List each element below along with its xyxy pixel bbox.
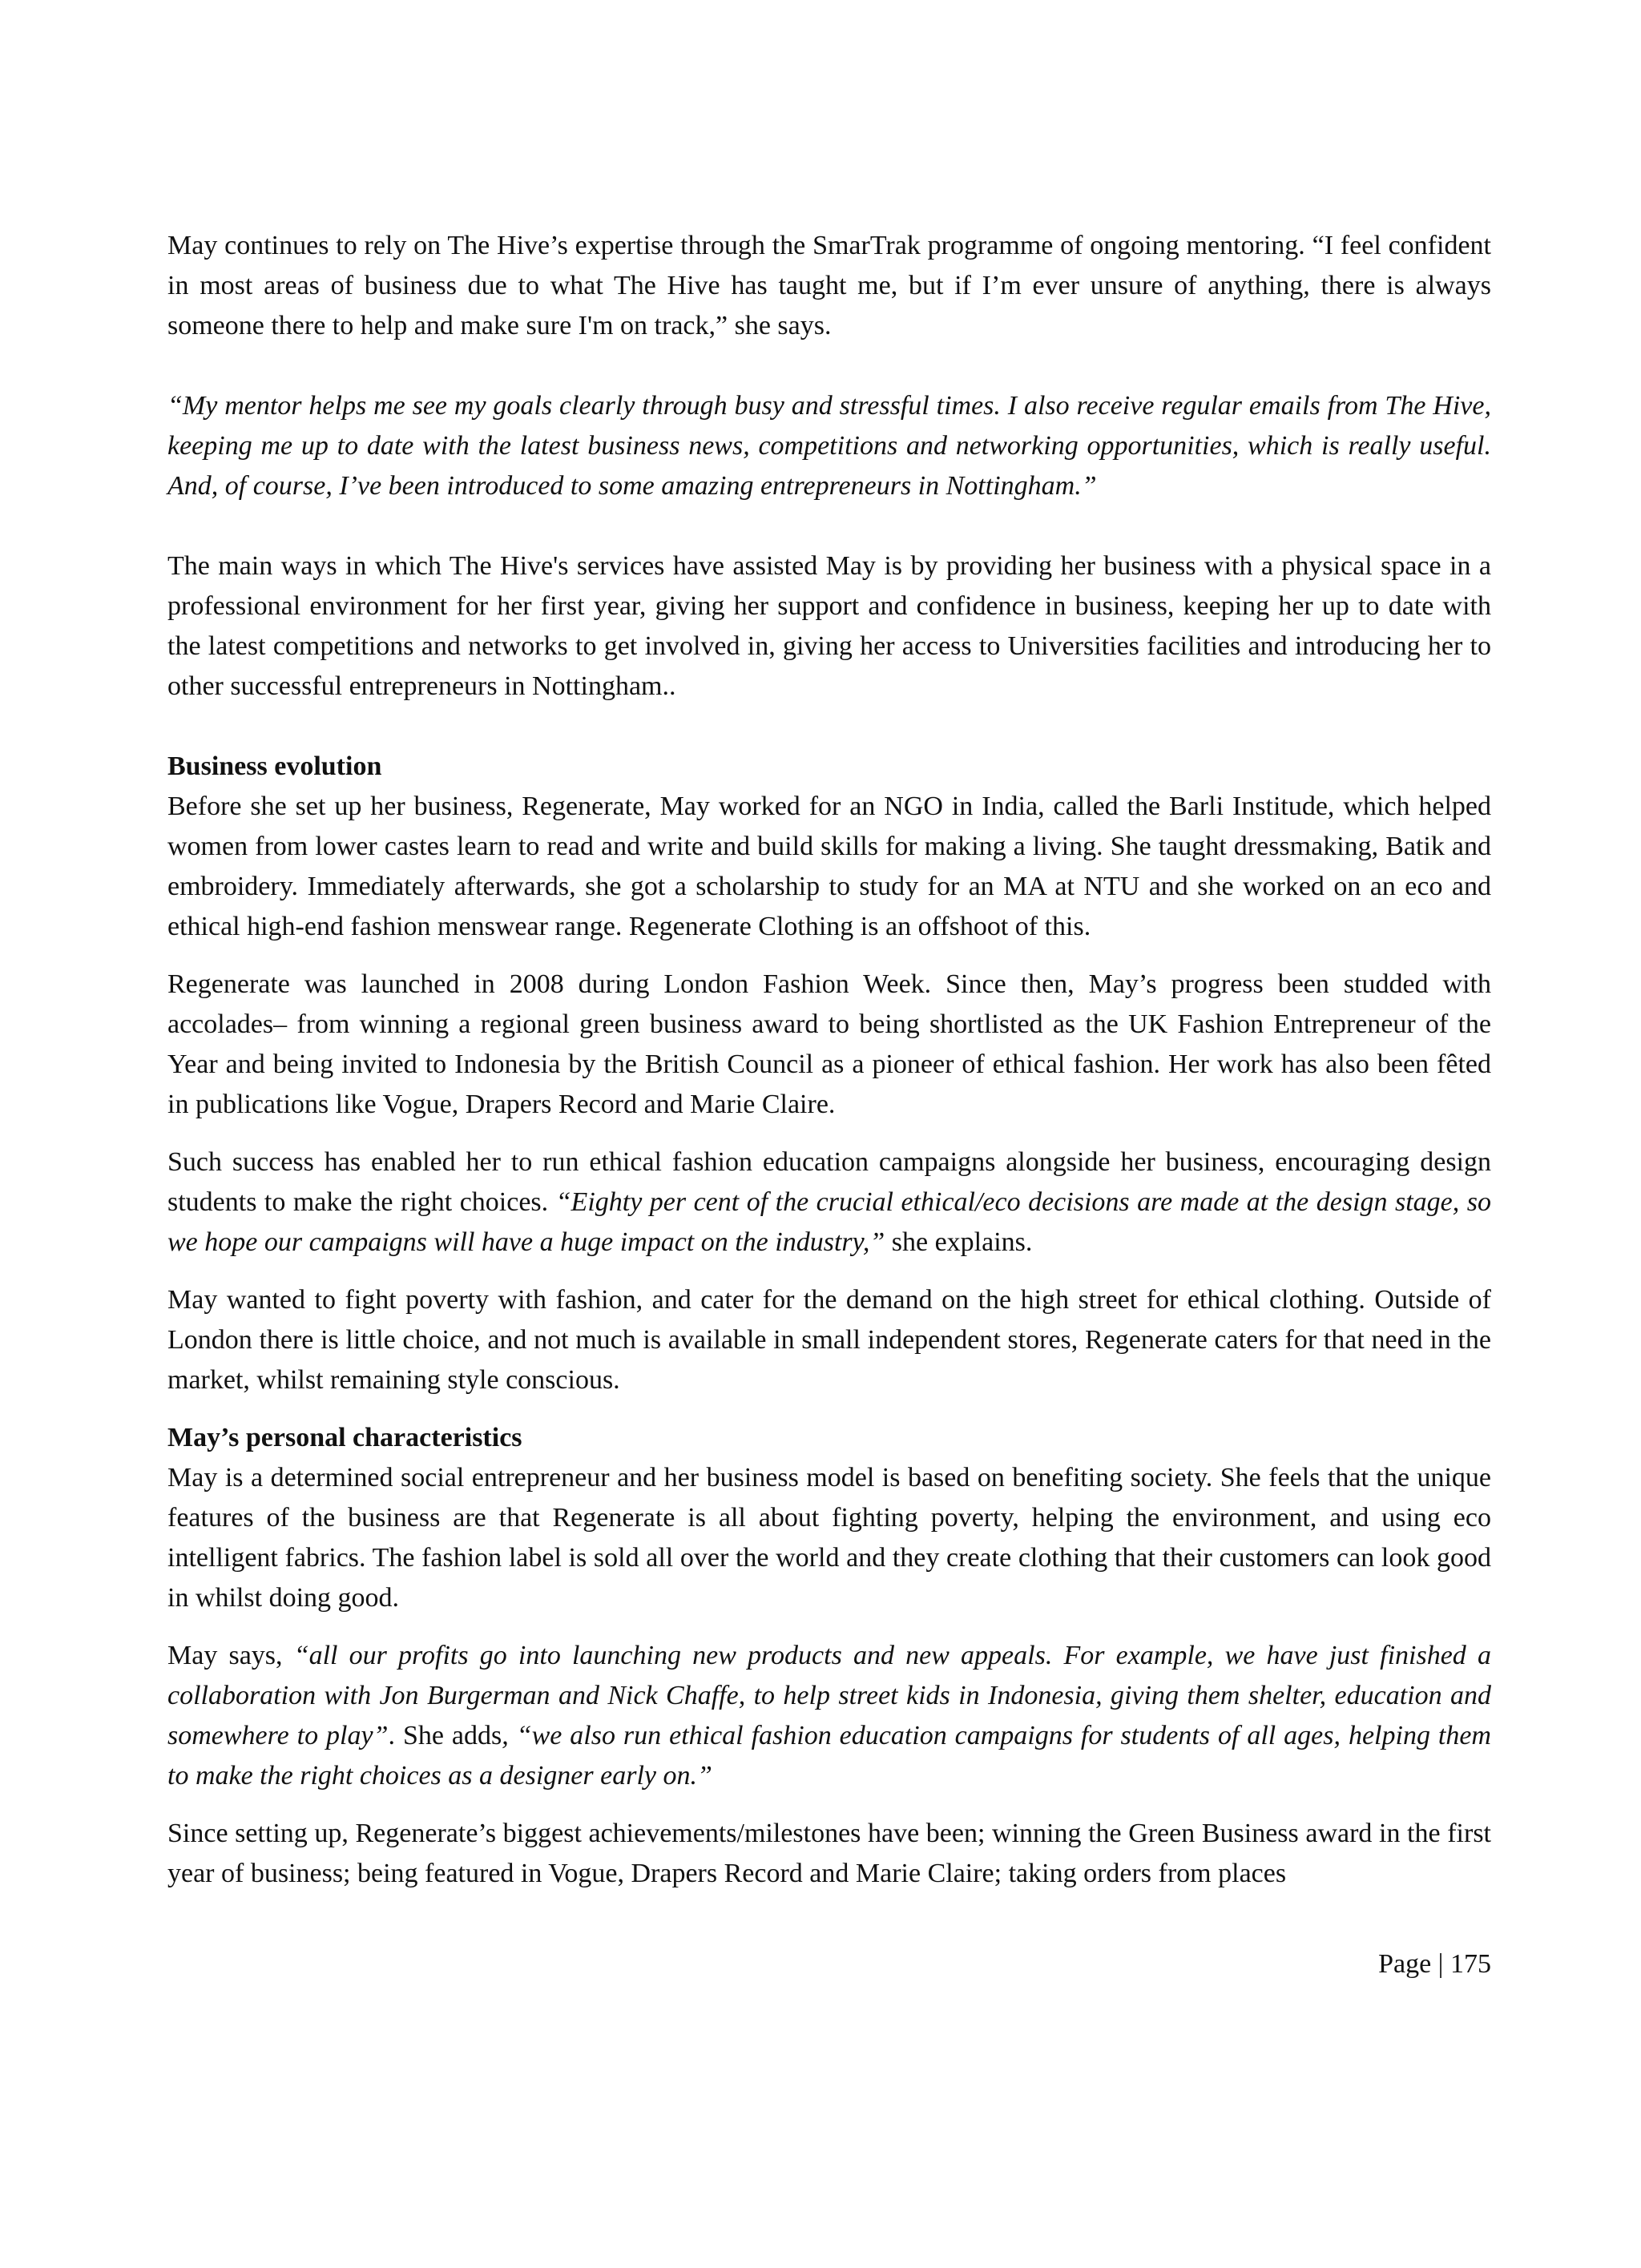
heading-business-evolution: Business evolution bbox=[167, 751, 382, 781]
quote-mentor-text: “My mentor helps me see my goals clearly through busy and stressful times. I also receive regular emails from The Hive, keeping me up to date with the latest business news, competitions and networking opportunities, which is really useful. And, of course, I’ve been introduced to some amazing entrepreneurs in Nottingham.” bbox=[167, 391, 1491, 501]
education-attribution: she explains. bbox=[885, 1227, 1033, 1257]
may-says-quote-two: , “we also run ethical fashion education campaigns for students of all ages, helping them to make the right choices as a designer early on.” bbox=[167, 1721, 1491, 1791]
paragraph-education-campaigns bbox=[167, 1142, 1491, 1263]
page-number: Page | 175 bbox=[1378, 1949, 1491, 1979]
paragraph-achievements: Since setting up, Regenerate’s biggest achievements/milestones have been; winning the Green Business award in the first year of business; being featured in Vogue, Drapers Record and Marie Claire; taking orders from places bbox=[167, 1819, 1491, 1888]
education-text: Such success has enabled her to run ethical fashion education campaigns alongside her business, encouraging design students to make the right choices. bbox=[167, 1147, 1491, 1217]
may-says-intro: May says, bbox=[167, 1641, 294, 1670]
may-says-adds: . She adds bbox=[388, 1721, 502, 1750]
may-says-quote: “all our profits go into launching new products and new appeals. For example, we have just finished a collaboration with Jon Burgerman and Nick Chaffe, to help street kids in Indonesia, giving them shelter, education and somewhere to play” bbox=[167, 1641, 1491, 1750]
heading-personal-characteristics: May’s personal characteristics bbox=[167, 1423, 522, 1452]
paragraph-mentoring: May continues to rely on The Hive’s expertise through the SmarTrak programme of ongoing mentoring. “I feel confident in most areas of business due to what The Hive has taught me, but if I’m ever unsure of anything, there is always someone there to help and make sure I'm on track,” she says. bbox=[167, 231, 1491, 340]
paragraph-may-says bbox=[167, 1636, 1491, 1796]
education-quote: “Eighty per cent of the crucial ethical/eco decisions are made at the design stage, so we hope our campaigns will have a huge impact on the industry,” bbox=[167, 1187, 1491, 1257]
document-body bbox=[167, 226, 1491, 1894]
paragraph-regenerate-launch: Regenerate was launched in 2008 during London Fashion Week. Since then, May’s progress been studded with accolades– from winning a regional green business award to being shortlisted as the UK Fashion Entrepreneur of the Year and being invited to Indonesia by the British Council as a pioneer of ethical fashion. Her work has also been fêted in publications like Vogue, Drapers Record and Marie Claire. bbox=[167, 969, 1491, 1119]
paragraph-before-business: Before she set up her business, Regenerate, May worked for an NGO in India, called the Barli Institude, which helped women from lower castes learn to read and write and build skills for making a living. She taught dressmaking, Batik and embroidery. Immediately afterwards, she got a scholarship to study for an MA at NTU and she worked on an eco and ethical high-end fashion menswear range. Regenerate Clothing is an offshoot of this. bbox=[167, 792, 1491, 941]
paragraph-social-entrepreneur: May is a determined social entrepreneur and her business model is based on benefiting society. She feels that the unique features of the business are that Regenerate is all about fighting poverty, helping the environment, and using eco intelligent fabrics. The fashion label is sold all over the world and they create clothing that their customers can look good in whilst doing good. bbox=[167, 1463, 1491, 1613]
paragraph-fight-poverty: May wanted to fight poverty with fashion, and cater for the demand on the high street for ethical clothing. Outside of London there is little choice, and not much is available in small independent stores, Regenerate caters for that need in the market, whilst remaining style conscious. bbox=[167, 1285, 1491, 1395]
quote-mentor bbox=[167, 386, 1491, 506]
paragraph-hive-services: The main ways in which The Hive's services have assisted May is by providing her business with a physical space in a professional environment for her first year, giving her support and confidence in business, keeping her up to date with the latest competitions and networks to get involved in, giving her access to Universities facilities and introducing her to other successful entrepreneurs in Nottingham.. bbox=[167, 551, 1491, 701]
